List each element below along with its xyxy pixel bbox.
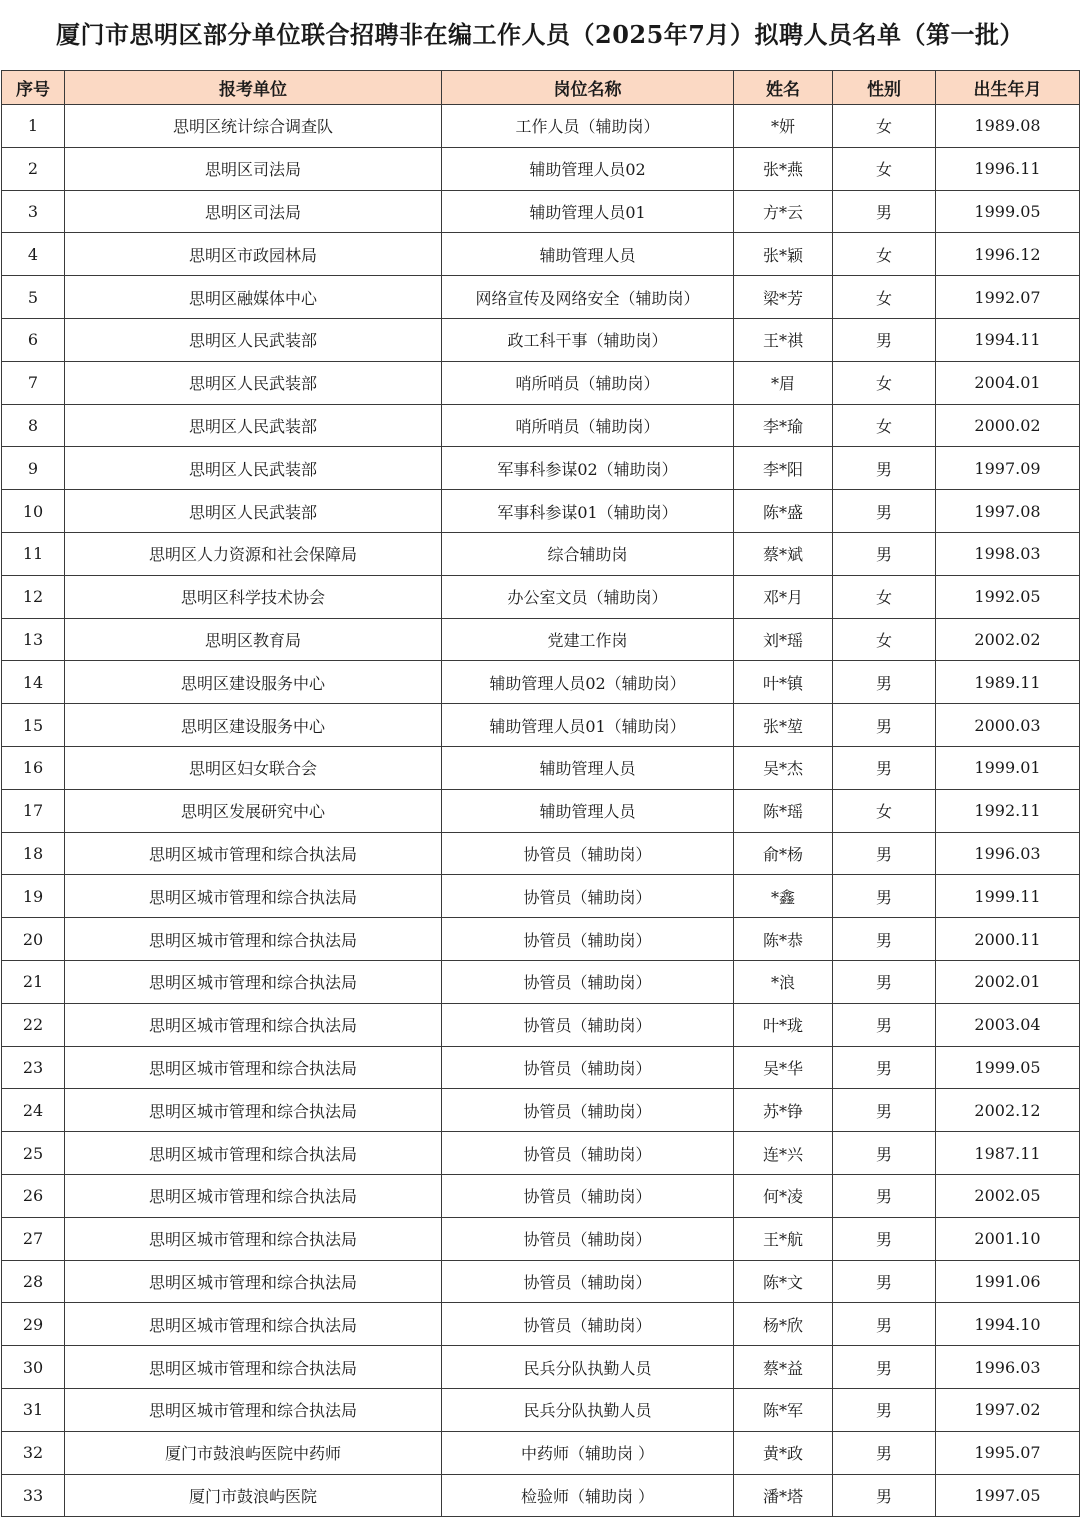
- table-row: [2, 318, 1080, 361]
- cell-birth: 1994.10: [936, 1303, 1080, 1346]
- cell-gender: 男: [833, 960, 936, 1003]
- table-row: [2, 190, 1080, 233]
- cell-birth: 1999.01: [936, 746, 1080, 789]
- cell-birth: 2002.12: [936, 1089, 1080, 1132]
- cell-unit: 思明区统计综合调查队: [65, 105, 442, 148]
- cell-unit: 思明区融媒体中心: [65, 276, 442, 319]
- table-row: [2, 1303, 1080, 1346]
- cell-unit: 思明区人民武装部: [65, 361, 442, 404]
- cell-position: 哨所哨员（辅助岗）: [442, 404, 734, 447]
- cell-position: 检验师（辅助岗 ）: [442, 1474, 734, 1517]
- hires-table: [1, 70, 1080, 1517]
- table-row: [2, 918, 1080, 961]
- cell-name: 刘*瑶: [734, 618, 833, 661]
- cell-gender: 男: [833, 832, 936, 875]
- cell-position: 协管员（辅助岗）: [442, 832, 734, 875]
- cell-position: 辅助管理人员01（辅助岗）: [442, 704, 734, 747]
- cell-birth: 2000.02: [936, 404, 1080, 447]
- cell-index: 15: [2, 704, 65, 747]
- cell-position: 办公室文员（辅助岗）: [442, 575, 734, 618]
- cell-gender: 女: [833, 404, 936, 447]
- cell-unit: 思明区城市管理和综合执法局: [65, 1217, 442, 1260]
- cell-name: 叶*珑: [734, 1003, 833, 1046]
- cell-index: 4: [2, 233, 65, 276]
- table-row: [2, 276, 1080, 319]
- cell-position: 工作人员（辅助岗）: [442, 105, 734, 148]
- cell-position: 军事科参谋01（辅助岗）: [442, 490, 734, 533]
- table-row: [2, 1046, 1080, 1089]
- column-header-unit: 报考单位: [65, 71, 442, 105]
- cell-index: 24: [2, 1089, 65, 1132]
- cell-index: 8: [2, 404, 65, 447]
- cell-name: 张*堃: [734, 704, 833, 747]
- table-header-row: [2, 71, 1080, 105]
- cell-index: 21: [2, 960, 65, 1003]
- column-header-birth: 出生年月: [936, 71, 1080, 105]
- cell-birth: 1996.11: [936, 147, 1080, 190]
- document-title: 厦门市思明区部分单位联合招聘非在编工作人员（2025年7月）拟聘人员名单（第一批）: [56, 20, 1024, 49]
- cell-name: 何*凌: [734, 1174, 833, 1217]
- cell-gender: 男: [833, 1346, 936, 1389]
- cell-position: 党建工作岗: [442, 618, 734, 661]
- cell-position: 哨所哨员（辅助岗）: [442, 361, 734, 404]
- cell-birth: 1989.11: [936, 661, 1080, 704]
- table-body: [2, 105, 1080, 1517]
- cell-unit: 思明区人民武装部: [65, 404, 442, 447]
- table-row: [2, 618, 1080, 661]
- cell-name: 陈*瑶: [734, 789, 833, 832]
- cell-gender: 女: [833, 361, 936, 404]
- cell-position: 辅助管理人员: [442, 789, 734, 832]
- cell-gender: 男: [833, 1431, 936, 1474]
- cell-index: 23: [2, 1046, 65, 1089]
- table-row: [2, 746, 1080, 789]
- cell-name: 叶*镇: [734, 661, 833, 704]
- cell-name: 王*航: [734, 1217, 833, 1260]
- cell-position: 协管员（辅助岗）: [442, 918, 734, 961]
- cell-unit: 思明区城市管理和综合执法局: [65, 960, 442, 1003]
- cell-name: 黄*政: [734, 1431, 833, 1474]
- cell-index: 10: [2, 490, 65, 533]
- cell-name: 梁*芳: [734, 276, 833, 319]
- cell-name: 李*瑜: [734, 404, 833, 447]
- cell-birth: 1989.08: [936, 105, 1080, 148]
- cell-name: 陈*盛: [734, 490, 833, 533]
- table-row: [2, 789, 1080, 832]
- cell-unit: 思明区城市管理和综合执法局: [65, 1174, 442, 1217]
- cell-birth: 2002.02: [936, 618, 1080, 661]
- cell-index: 12: [2, 575, 65, 618]
- cell-birth: 2002.01: [936, 960, 1080, 1003]
- cell-gender: 男: [833, 490, 936, 533]
- table-row: [2, 832, 1080, 875]
- cell-index: 9: [2, 447, 65, 490]
- cell-position: 辅助管理人员02: [442, 147, 734, 190]
- table-row: [2, 1089, 1080, 1132]
- cell-index: 31: [2, 1388, 65, 1431]
- cell-position: 民兵分队执勤人员: [442, 1346, 734, 1389]
- cell-index: 16: [2, 746, 65, 789]
- cell-gender: 女: [833, 276, 936, 319]
- cell-position: 协管员（辅助岗）: [442, 1003, 734, 1046]
- cell-gender: 男: [833, 1132, 936, 1175]
- cell-unit: 思明区城市管理和综合执法局: [65, 1132, 442, 1175]
- table-row: [2, 404, 1080, 447]
- cell-name: 陈*恭: [734, 918, 833, 961]
- cell-gender: 男: [833, 318, 936, 361]
- cell-index: 5: [2, 276, 65, 319]
- cell-name: 俞*杨: [734, 832, 833, 875]
- cell-index: 14: [2, 661, 65, 704]
- cell-position: 军事科参谋02（辅助岗）: [442, 447, 734, 490]
- cell-gender: 男: [833, 447, 936, 490]
- cell-name: 方*云: [734, 190, 833, 233]
- cell-unit: 思明区城市管理和综合执法局: [65, 1260, 442, 1303]
- cell-index: 20: [2, 918, 65, 961]
- cell-birth: 2001.10: [936, 1217, 1080, 1260]
- cell-birth: 1997.08: [936, 490, 1080, 533]
- table-row: [2, 1132, 1080, 1175]
- cell-position: 辅助管理人员: [442, 233, 734, 276]
- cell-unit: 思明区建设服务中心: [65, 704, 442, 747]
- cell-position: 协管员（辅助岗）: [442, 875, 734, 918]
- cell-position: 政工科干事（辅助岗）: [442, 318, 734, 361]
- cell-index: 19: [2, 875, 65, 918]
- cell-unit: 思明区城市管理和综合执法局: [65, 1046, 442, 1089]
- cell-birth: 2004.01: [936, 361, 1080, 404]
- table-row: [2, 1003, 1080, 1046]
- cell-birth: 1995.07: [936, 1431, 1080, 1474]
- cell-name: 蔡*益: [734, 1346, 833, 1389]
- cell-position: 辅助管理人员: [442, 746, 734, 789]
- cell-birth: 1987.11: [936, 1132, 1080, 1175]
- cell-birth: 2000.11: [936, 918, 1080, 961]
- table-row: [2, 105, 1080, 148]
- cell-gender: 男: [833, 1003, 936, 1046]
- table-row: [2, 532, 1080, 575]
- cell-position: 协管员（辅助岗）: [442, 1174, 734, 1217]
- cell-birth: 1999.05: [936, 190, 1080, 233]
- table-row: [2, 1474, 1080, 1517]
- cell-index: 25: [2, 1132, 65, 1175]
- cell-birth: 1997.05: [936, 1474, 1080, 1517]
- cell-unit: 思明区城市管理和综合执法局: [65, 1346, 442, 1389]
- cell-index: 13: [2, 618, 65, 661]
- cell-unit: 思明区司法局: [65, 190, 442, 233]
- cell-gender: 男: [833, 1046, 936, 1089]
- cell-gender: 男: [833, 1217, 936, 1260]
- table-row: [2, 704, 1080, 747]
- cell-index: 7: [2, 361, 65, 404]
- cell-position: 协管员（辅助岗）: [442, 1089, 734, 1132]
- cell-position: 协管员（辅助岗）: [442, 1260, 734, 1303]
- cell-birth: 2000.03: [936, 704, 1080, 747]
- cell-unit: 思明区发展研究中心: [65, 789, 442, 832]
- cell-position: 辅助管理人员02（辅助岗）: [442, 661, 734, 704]
- cell-name: 连*兴: [734, 1132, 833, 1175]
- cell-gender: 女: [833, 575, 936, 618]
- cell-index: 27: [2, 1217, 65, 1260]
- cell-position: 协管员（辅助岗）: [442, 1217, 734, 1260]
- cell-birth: 1996.03: [936, 832, 1080, 875]
- cell-index: 30: [2, 1346, 65, 1389]
- cell-gender: 女: [833, 147, 936, 190]
- cell-position: 中药师（辅助岗 ）: [442, 1431, 734, 1474]
- cell-unit: 思明区人民武装部: [65, 490, 442, 533]
- cell-birth: 1997.09: [936, 447, 1080, 490]
- cell-unit: 思明区城市管理和综合执法局: [65, 1303, 442, 1346]
- cell-index: 28: [2, 1260, 65, 1303]
- cell-index: 26: [2, 1174, 65, 1217]
- cell-gender: 男: [833, 1474, 936, 1517]
- cell-position: 综合辅助岗: [442, 532, 734, 575]
- cell-birth: 1999.11: [936, 875, 1080, 918]
- cell-birth: 1996.03: [936, 1346, 1080, 1389]
- table-row: [2, 875, 1080, 918]
- cell-name: 张*燕: [734, 147, 833, 190]
- cell-birth: 1994.11: [936, 318, 1080, 361]
- cell-index: 18: [2, 832, 65, 875]
- cell-index: 29: [2, 1303, 65, 1346]
- cell-name: 吴*杰: [734, 746, 833, 789]
- cell-index: 17: [2, 789, 65, 832]
- cell-position: 协管员（辅助岗）: [442, 1046, 734, 1089]
- cell-name: 潘*塔: [734, 1474, 833, 1517]
- cell-gender: 男: [833, 190, 936, 233]
- cell-birth: 2003.04: [936, 1003, 1080, 1046]
- cell-index: 33: [2, 1474, 65, 1517]
- cell-gender: 男: [833, 661, 936, 704]
- cell-gender: 男: [833, 1174, 936, 1217]
- cell-name: 苏*铮: [734, 1089, 833, 1132]
- cell-gender: 男: [833, 1303, 936, 1346]
- cell-position: 民兵分队执勤人员: [442, 1388, 734, 1431]
- table-row: [2, 1431, 1080, 1474]
- cell-unit: 思明区人民武装部: [65, 318, 442, 361]
- cell-name: *浪: [734, 960, 833, 1003]
- cell-unit: 思明区城市管理和综合执法局: [65, 832, 442, 875]
- cell-gender: 男: [833, 746, 936, 789]
- cell-birth: 2002.05: [936, 1174, 1080, 1217]
- cell-name: *妍: [734, 105, 833, 148]
- table-row: [2, 1388, 1080, 1431]
- cell-unit: 思明区城市管理和综合执法局: [65, 875, 442, 918]
- cell-position: 协管员（辅助岗）: [442, 1132, 734, 1175]
- cell-birth: 1992.05: [936, 575, 1080, 618]
- table-row: [2, 1260, 1080, 1303]
- table-row: [2, 361, 1080, 404]
- cell-birth: 1991.06: [936, 1260, 1080, 1303]
- cell-position: 协管员（辅助岗）: [442, 1303, 734, 1346]
- table-row: [2, 233, 1080, 276]
- cell-name: 蔡*斌: [734, 532, 833, 575]
- cell-gender: 女: [833, 618, 936, 661]
- cell-unit: 思明区城市管理和综合执法局: [65, 918, 442, 961]
- cell-birth: 1992.11: [936, 789, 1080, 832]
- cell-gender: 男: [833, 532, 936, 575]
- table-row: [2, 447, 1080, 490]
- cell-unit: 思明区城市管理和综合执法局: [65, 1089, 442, 1132]
- cell-gender: 男: [833, 1089, 936, 1132]
- cell-name: 李*阳: [734, 447, 833, 490]
- cell-gender: 男: [833, 875, 936, 918]
- table-row: [2, 1346, 1080, 1389]
- cell-position: 辅助管理人员01: [442, 190, 734, 233]
- cell-gender: 女: [833, 789, 936, 832]
- cell-birth: 1996.12: [936, 233, 1080, 276]
- cell-unit: 厦门市鼓浪屿医院中药师: [65, 1431, 442, 1474]
- cell-name: 杨*欣: [734, 1303, 833, 1346]
- column-header-gender: 性别: [833, 71, 936, 105]
- cell-name: 陈*军: [734, 1388, 833, 1431]
- cell-unit: 思明区司法局: [65, 147, 442, 190]
- cell-index: 11: [2, 532, 65, 575]
- cell-index: 3: [2, 190, 65, 233]
- cell-unit: 思明区教育局: [65, 618, 442, 661]
- cell-index: 32: [2, 1431, 65, 1474]
- cell-gender: 女: [833, 233, 936, 276]
- table-row: [2, 490, 1080, 533]
- cell-birth: 1998.03: [936, 532, 1080, 575]
- cell-birth: 1992.07: [936, 276, 1080, 319]
- cell-unit: 思明区建设服务中心: [65, 661, 442, 704]
- cell-name: *眉: [734, 361, 833, 404]
- cell-index: 2: [2, 147, 65, 190]
- column-header-index: 序号: [2, 71, 65, 105]
- cell-unit: 思明区人民武装部: [65, 447, 442, 490]
- column-header-name: 姓名: [734, 71, 833, 105]
- table-row: [2, 661, 1080, 704]
- cell-position: 网络宣传及网络安全（辅助岗）: [442, 276, 734, 319]
- cell-gender: 男: [833, 704, 936, 747]
- cell-index: 22: [2, 1003, 65, 1046]
- cell-unit: 思明区科学技术协会: [65, 575, 442, 618]
- cell-unit: 厦门市鼓浪屿医院: [65, 1474, 442, 1517]
- column-header-position: 岗位名称: [442, 71, 734, 105]
- cell-gender: 男: [833, 918, 936, 961]
- cell-gender: 女: [833, 105, 936, 148]
- cell-name: 王*祺: [734, 318, 833, 361]
- table-row: [2, 1174, 1080, 1217]
- cell-index: 1: [2, 105, 65, 148]
- cell-name: 张*颖: [734, 233, 833, 276]
- cell-name: *鑫: [734, 875, 833, 918]
- cell-index: 6: [2, 318, 65, 361]
- cell-unit: 思明区城市管理和综合执法局: [65, 1003, 442, 1046]
- cell-position: 协管员（辅助岗）: [442, 960, 734, 1003]
- cell-name: 邓*月: [734, 575, 833, 618]
- cell-birth: 1997.02: [936, 1388, 1080, 1431]
- cell-gender: 男: [833, 1388, 936, 1431]
- table-row: [2, 575, 1080, 618]
- cell-unit: 思明区人力资源和社会保障局: [65, 532, 442, 575]
- table-row: [2, 960, 1080, 1003]
- cell-name: 陈*文: [734, 1260, 833, 1303]
- cell-birth: 1999.05: [936, 1046, 1080, 1089]
- cell-gender: 男: [833, 1260, 936, 1303]
- cell-name: 吴*华: [734, 1046, 833, 1089]
- cell-unit: 思明区城市管理和综合执法局: [65, 1388, 442, 1431]
- table-row: [2, 147, 1080, 190]
- cell-unit: 思明区妇女联合会: [65, 746, 442, 789]
- table-row: [2, 1217, 1080, 1260]
- cell-unit: 思明区市政园林局: [65, 233, 442, 276]
